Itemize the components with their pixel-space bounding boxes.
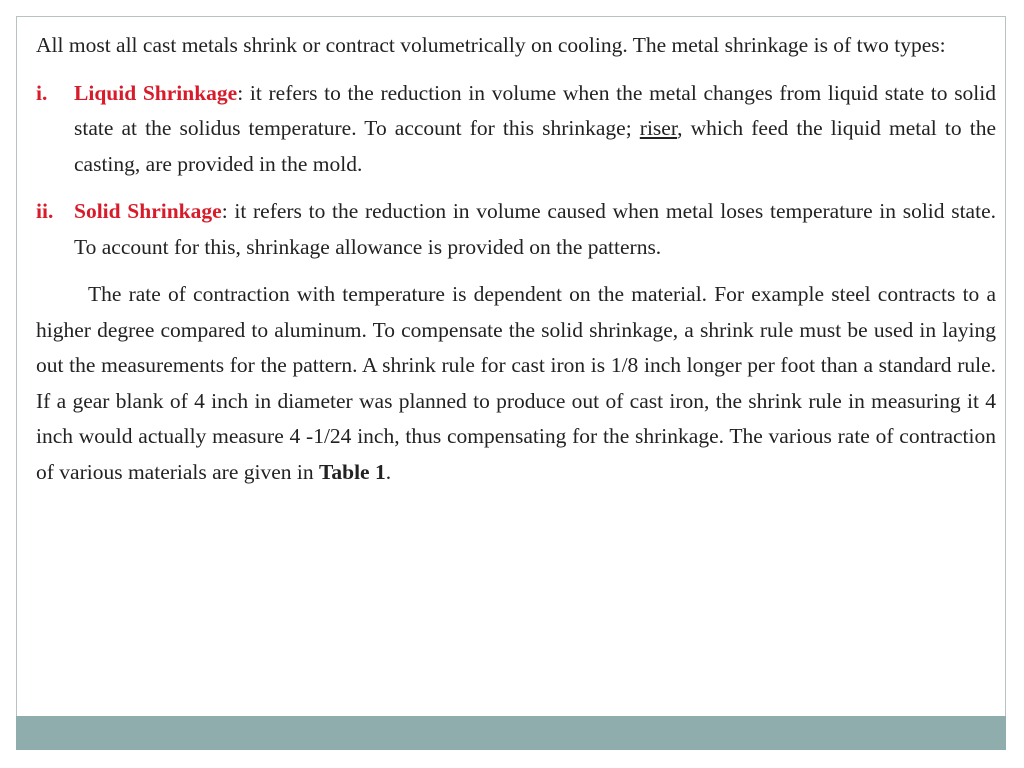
list-marker: ii. [36, 199, 54, 223]
term-colon: : [221, 199, 228, 223]
intro-text: All most all cast metals shrink or contract volumetrically on cooling. The metal shrinkage is of two types: [36, 33, 946, 57]
table-reference: Table 1 [319, 459, 386, 484]
definition-text-end: , which feed the liquid metal to the casting, are provided in the mold. [74, 116, 996, 176]
list-item-liquid-shrinkage [36, 76, 996, 183]
contraction-paragraph [36, 277, 996, 490]
term-liquid-shrinkage: Liquid Shrinkage [74, 80, 238, 105]
definition-text: it refers to the reduction in volume caused when metal loses temperature in solid state. To account for this, shrinkage allowance is provided on the patterns. [74, 199, 996, 259]
footer-bar [16, 716, 1006, 750]
paragraph-end: . [385, 459, 392, 484]
list-marker: i. [36, 80, 48, 105]
riser-link-text: riser [639, 116, 678, 140]
paragraph-text: The rate of contraction with temperature is dependent on the material. For example steel contracts to a higher degree compared to aluminum. To compensate the solid shrinkage, a shrink rule must be used in laying out the measurements for the pattern. A shrink rule for cast iron is 1/8 inch longer per foot than a standard rule. If a gear blank of 4 inch in diameter was planned to produce out of cast iron, the shrink rule in measuring it 4 inch would actually measure 4 -1/24 inch, thus compensating for the shrinkage. The various rate of contraction of various materials are given in [36, 282, 996, 484]
definition-text: it refers to the reduction in volume when the metal changes from liquid state to solid state at the solidus temperature. To account for this shrinkage; [74, 80, 997, 140]
list-item-solid-shrinkage [36, 194, 996, 265]
slide-content [36, 28, 996, 490]
term-colon: : [237, 80, 244, 105]
term-solid-shrinkage: Solid Shrinkage [74, 199, 222, 223]
